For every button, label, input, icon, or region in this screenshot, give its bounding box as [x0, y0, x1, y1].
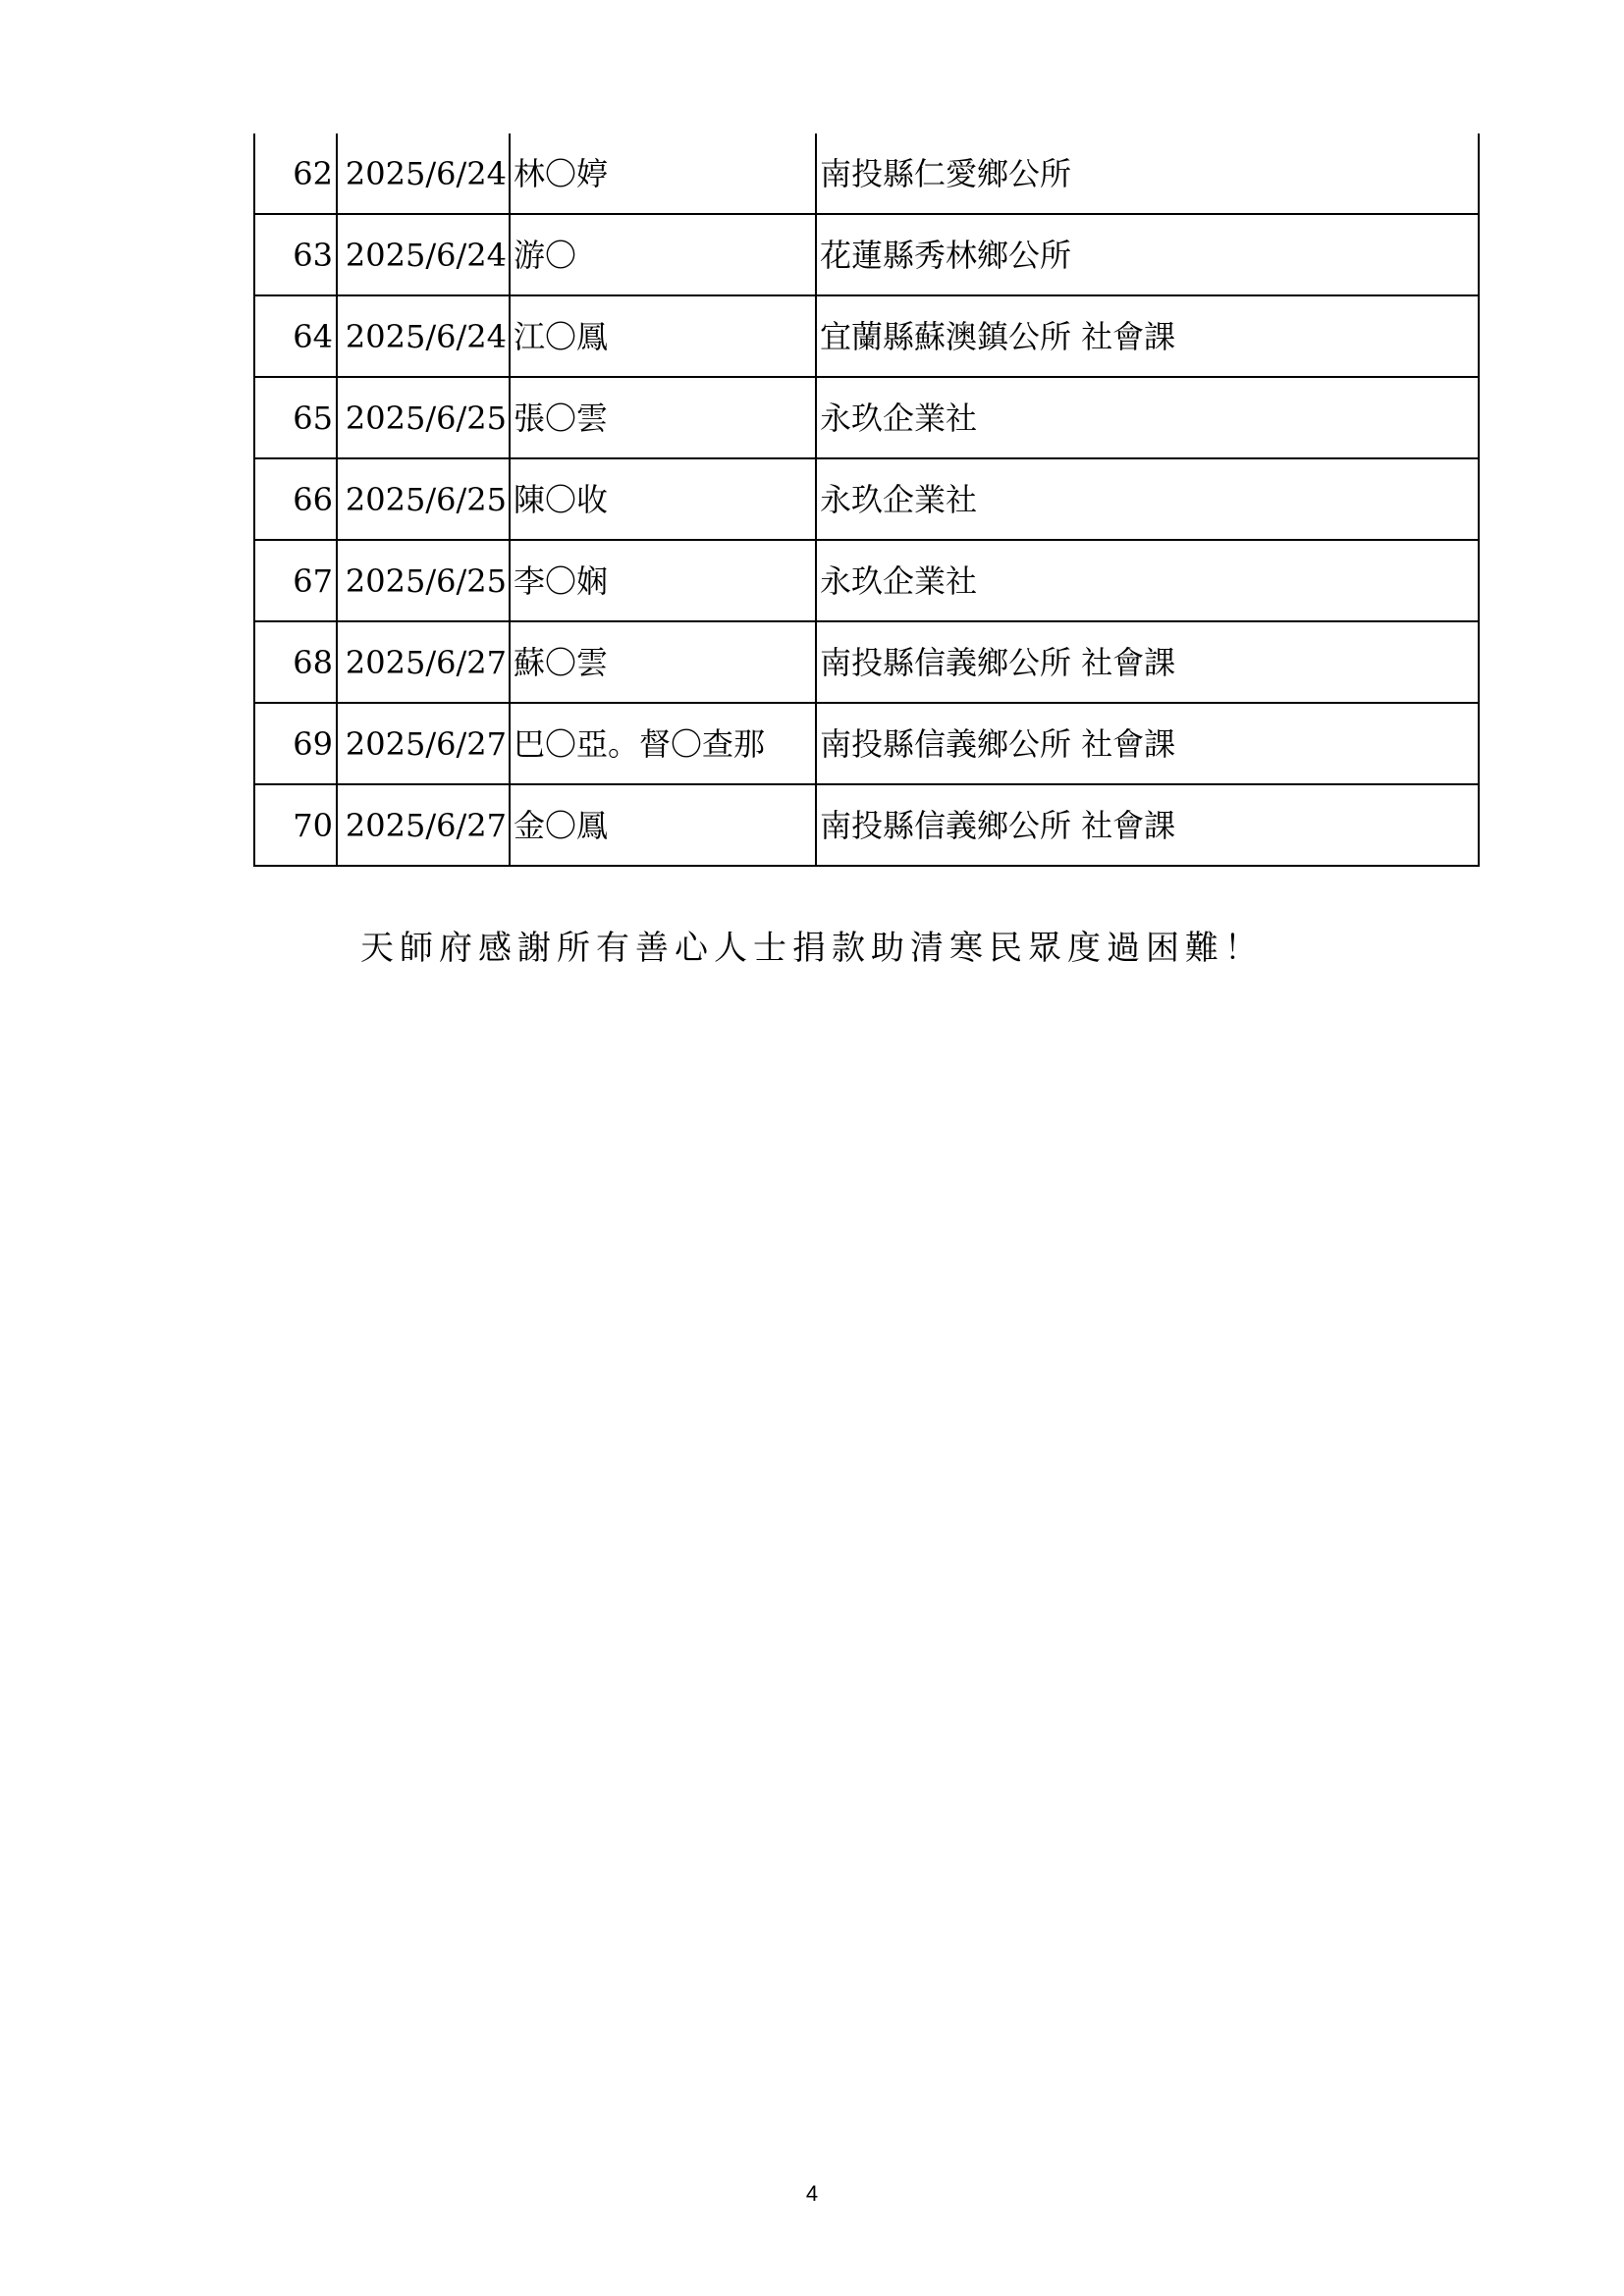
donor-name: 陳〇收: [510, 458, 816, 540]
thanks-note: 天師府感謝所有善心人士捐款助清寒民眾度過困難！: [360, 929, 1264, 968]
donor-name: 蘇〇雲: [510, 621, 816, 703]
recipient-organization: 永玖企業社: [816, 458, 1479, 540]
table-row: [254, 133, 1479, 214]
donation-date: 2025/6/27: [337, 621, 510, 703]
table-row: [254, 540, 1479, 621]
donor-name: 游〇: [510, 214, 816, 295]
row-number: 64: [254, 295, 337, 377]
donation-date: 2025/6/27: [337, 703, 510, 784]
donor-name: 江〇鳳: [510, 295, 816, 377]
row-number: 62: [254, 133, 337, 214]
donation-date: 2025/6/24: [337, 295, 510, 377]
donation-table: [253, 133, 1480, 867]
table-row: [254, 295, 1479, 377]
donation-date: 2025/6/25: [337, 540, 510, 621]
recipient-organization: 南投縣仁愛鄉公所: [816, 133, 1479, 214]
recipient-organization: 永玖企業社: [816, 377, 1479, 458]
table-row: [254, 621, 1479, 703]
row-number: 70: [254, 784, 337, 866]
donation-date: 2025/6/25: [337, 458, 510, 540]
donor-name: 金〇鳳: [510, 784, 816, 866]
recipient-organization: 南投縣信義鄉公所 社會課: [816, 703, 1479, 784]
row-number: 69: [254, 703, 337, 784]
donor-name: 張〇雲: [510, 377, 816, 458]
donor-name: 林〇婷: [510, 133, 816, 214]
recipient-organization: 南投縣信義鄉公所 社會課: [816, 621, 1479, 703]
donation-date: 2025/6/24: [337, 133, 510, 214]
recipient-organization: 南投縣信義鄉公所 社會課: [816, 784, 1479, 866]
table-row: [254, 214, 1479, 295]
donation-date: 2025/6/24: [337, 214, 510, 295]
donation-date: 2025/6/27: [337, 784, 510, 866]
donor-name: 李〇娴: [510, 540, 816, 621]
recipient-organization: 花蓮縣秀林鄉公所: [816, 214, 1479, 295]
row-number: 63: [254, 214, 337, 295]
table-row: [254, 784, 1479, 866]
donation-date: 2025/6/25: [337, 377, 510, 458]
recipient-organization: 宜蘭縣蘇澳鎮公所 社會課: [816, 295, 1479, 377]
table-row: [254, 377, 1479, 458]
donation-table-body: [254, 133, 1479, 866]
row-number: 65: [254, 377, 337, 458]
row-number: 68: [254, 621, 337, 703]
donor-name: 巴〇亞。督〇查那: [510, 703, 816, 784]
row-number: 66: [254, 458, 337, 540]
page-number: 4: [805, 2181, 819, 2206]
table-row: [254, 703, 1479, 784]
row-number: 67: [254, 540, 337, 621]
table-row: [254, 458, 1479, 540]
recipient-organization: 永玖企業社: [816, 540, 1479, 621]
